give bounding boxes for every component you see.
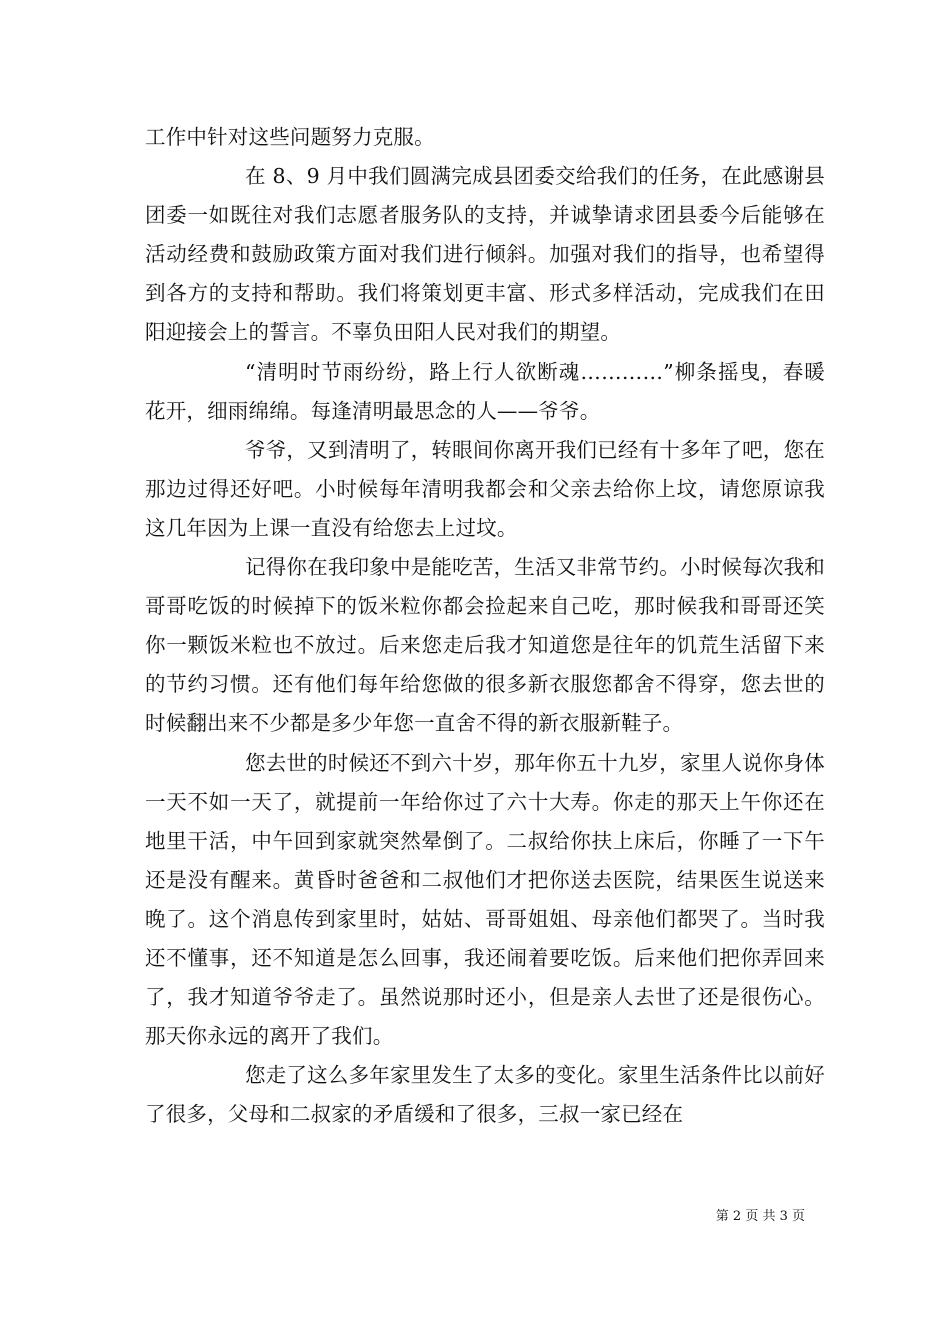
body-text: [145, 118, 825, 1134]
paragraph-1: 工作中针对这些问题努力克服。: [145, 125, 435, 149]
paragraph-4: 爷爷，又到清明了，转眼间你离开我们已经有十多年了吧，您在那边过得还好吧。小时候每年清明我都会和父亲去给你上坟，请您原谅我这几年因为上课一直没有给您去上过坟。: [145, 437, 825, 540]
paragraph-2: 在 8、9 月中我们圆满完成县团委交给我们的任务，在此感谢县团委一如既往对我们志愿者服务队的支持，并诚挚请求团县委今后能够在活动经费和鼓励政策方面对我们进行倾斜。加强对我们的指导，也希望得到各方的支持和帮助。我们将策划更丰富、形式多样活动，完成我们在田阳迎接会上的誓言。不辜负田阳人民对我们的期望。: [145, 164, 825, 345]
paragraph-5: 记得你在我印象中是能吃苦，生活又非常节约。小时候每次我和哥哥吃饭的时候掉下的饭米粒你都会捡起来自己吃，那时候我和哥哥还笑你一颗饭米粒也不放过。后来您走后我才知道您是往年的饥荒生活留下来的节约习惯。还有他们每年给您做的很多新衣服您都舍不得穿，您去世的时候翻出来不少都是多少年您一直舍不得的新衣服新鞋子。: [145, 555, 825, 736]
paragraph-3: “清明时节雨纷纷，路上行人欲断魂…………”柳条摇曳，春暖花开，细雨绵绵。每逢清明最思念的人——爷爷。: [145, 359, 825, 423]
paragraph-7: 您走了这么多年家里发生了太多的变化。家里生活条件比以前好了很多，父母和二叔家的矛盾缓和了很多，三叔一家已经在: [145, 1063, 825, 1127]
paragraph-6: 您去世的时候还不到六十岁，那年你五十九岁，家里人说你身体一天不如一天了，就提前一年给你过了六十大寿。你走的那天上午你还在地里干活，中午回到家就突然晕倒了。二叔给你扶上床后，你睡了一下午还是没有醒来。黄昏时爸爸和二叔他们才把你送去医院，结果医生说送来晚了。这个消息传到家里时，姑姑、哥哥姐姐、母亲他们都哭了。当时我还不懂事，还不知道是怎么回事，我还闹着要吃饭。后来他们把你弄回来了，我才知道爷爷走了。虽然说那时还小，但是亲人去世了还是很伤心。那天你永远的离开了我们。: [145, 750, 825, 1049]
page-number-footer: 第 2 页 共 3 页: [715, 1209, 805, 1224]
